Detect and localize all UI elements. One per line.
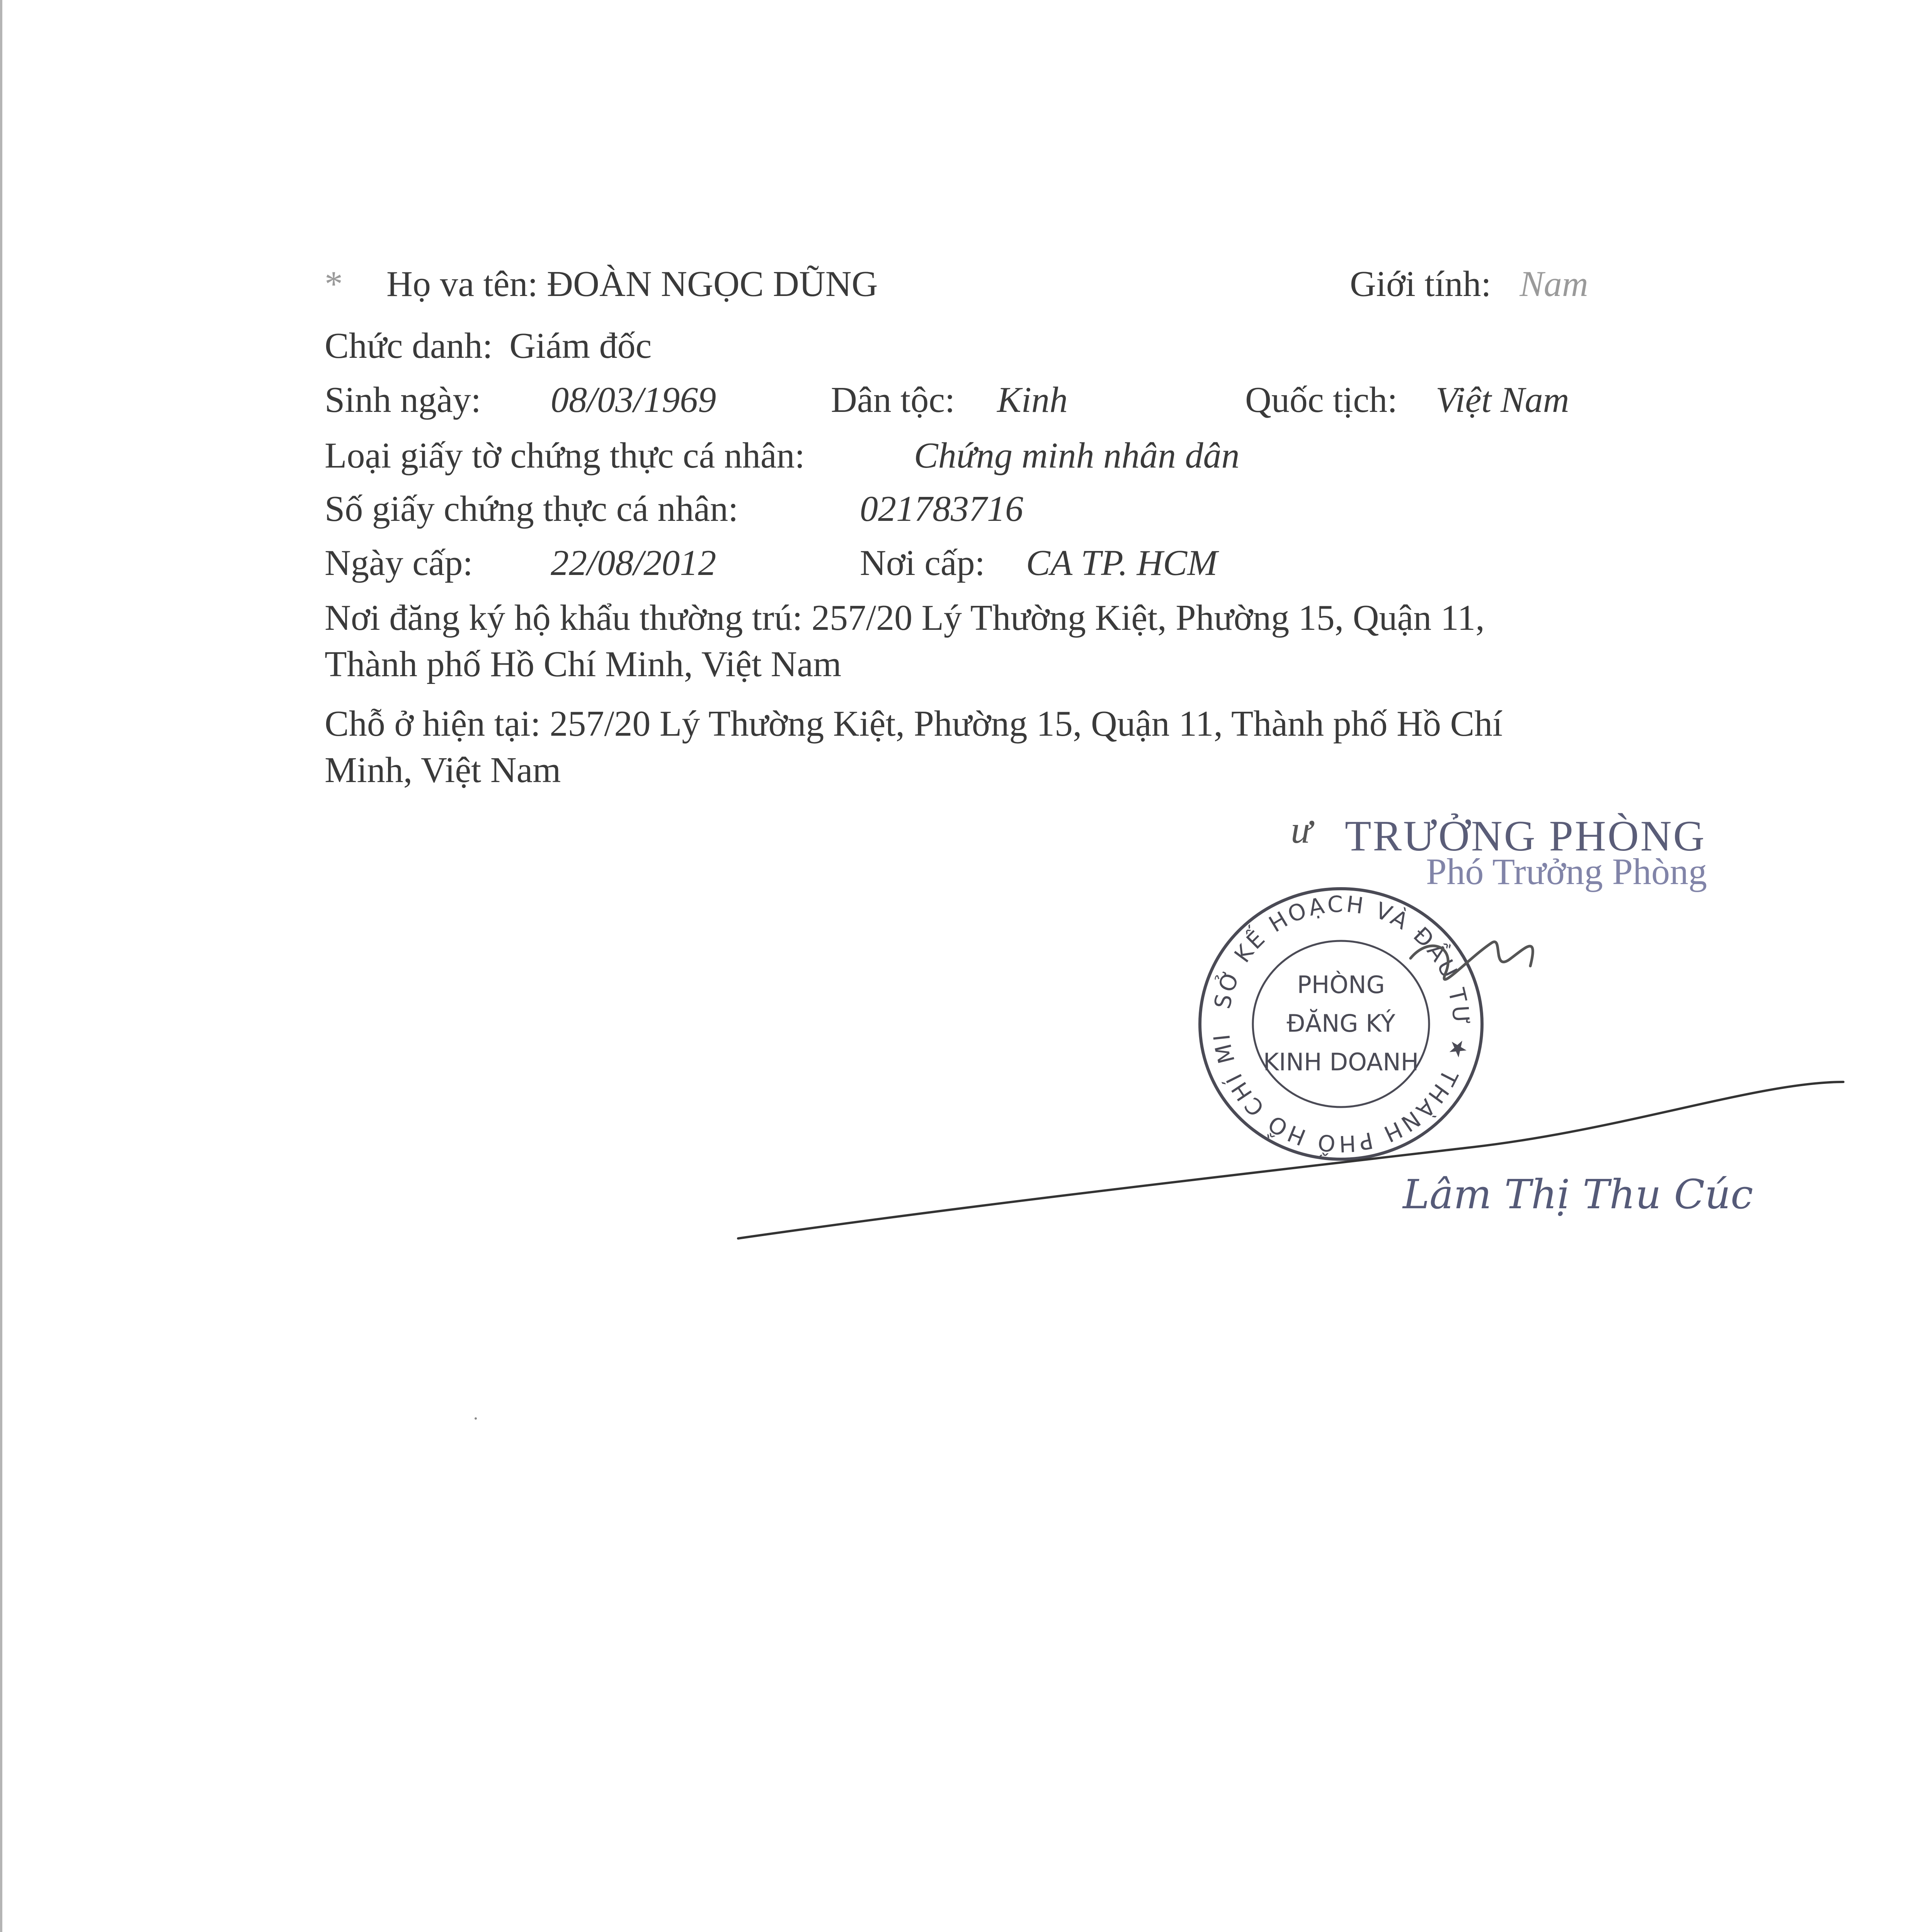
idno-label: Số giấy chứng thực cá nhân: xyxy=(325,489,738,529)
idtype-label: Loại giấy tờ chứng thực cá nhân: xyxy=(325,435,805,476)
stamp-outer-text: SỞ KẾ HOẠCH VÀ ĐẦU TƯ ★ THÀNH PHỐ HỒ CHÍ MI xyxy=(1208,891,1475,1157)
bullet-star: * xyxy=(325,264,343,304)
name-value: ĐOÀN NGỌC DŨNG xyxy=(547,264,878,304)
idtype-value: Chứng minh nhân dân xyxy=(914,435,1240,476)
ethnic-label: Dân tộc: xyxy=(831,380,955,420)
issue-date-label: Ngày cấp: xyxy=(325,543,473,583)
signature-heading: TRƯỞNG PHÒNG xyxy=(1345,812,1706,860)
nation-label: Quốc tịch: xyxy=(1245,380,1398,420)
dob-value: 08/03/1969 xyxy=(551,380,716,420)
signer-name: Lâm Thị Thu Cúc xyxy=(1403,1171,1753,1218)
nation-value: Việt Nam xyxy=(1436,380,1569,420)
stamp-line-1: PHÒNG xyxy=(1297,971,1385,999)
page-left-edge xyxy=(0,0,2,1932)
issue-place-value: CA TP. HCM xyxy=(1026,543,1218,583)
title-label: Chức danh: xyxy=(325,326,493,366)
title-row xyxy=(325,328,652,364)
stamp-line-2: ĐĂNG KÝ xyxy=(1286,1009,1395,1037)
gender-label: Giới tính: xyxy=(1350,264,1491,304)
residence-line-2: Thành phố Hồ Chí Minh, Việt Nam xyxy=(325,644,842,684)
residence-line-1: Nơi đăng ký hộ khẩu thường trú: 257/20 Lý Thường Kiệt, Phường 15, Quận 11, xyxy=(325,598,1485,638)
gender-value: Nam xyxy=(1520,264,1588,304)
scan-speck xyxy=(475,1417,477,1420)
name-row xyxy=(325,266,343,302)
idno-value: 021783716 xyxy=(860,489,1023,529)
issue-date-value: 22/08/2012 xyxy=(551,543,716,583)
current-address-line-1: Chỗ ở hiện tại: 257/20 Lý Thường Kiệt, Phường 15, Quận 11, Thành phố Hồ Chí xyxy=(325,704,1503,744)
current-address-line-2: Minh, Việt Nam xyxy=(325,750,561,790)
ethnic-value: Kinh xyxy=(997,380,1068,420)
issue-place-label: Nơi cấp: xyxy=(860,543,985,583)
name-label-row xyxy=(386,266,878,302)
signature-subheading: Phó Trưởng Phòng xyxy=(1426,851,1707,892)
gender-row xyxy=(1350,266,1588,302)
stamp-line-3: KINH DOANH xyxy=(1263,1048,1419,1076)
dob-label: Sinh ngày: xyxy=(325,380,481,420)
name-label: Họ va tên: xyxy=(386,264,538,304)
signature-prefix: ư xyxy=(1291,808,1312,851)
title-value: Giám đốc xyxy=(509,326,652,366)
